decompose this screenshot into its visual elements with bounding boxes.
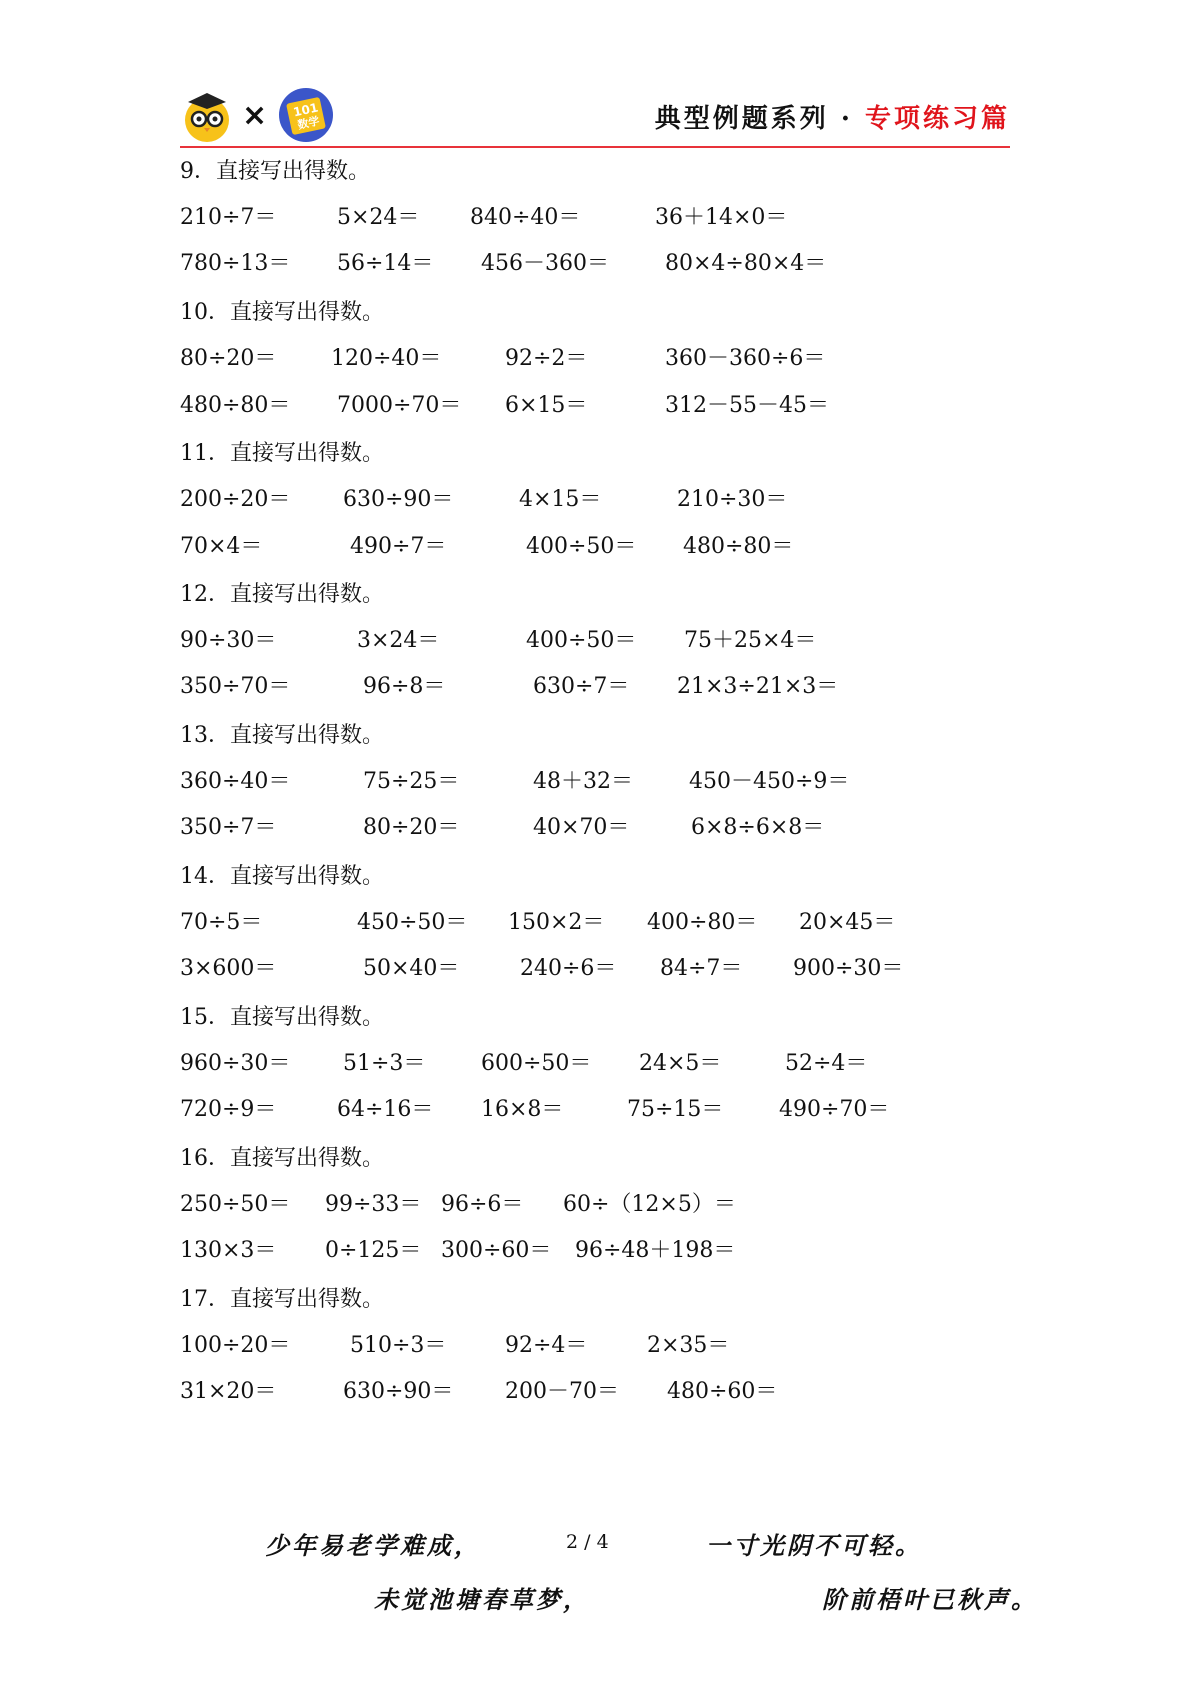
problem-16-r2-c1: 130×3＝: [180, 1238, 277, 1263]
header-logos: [180, 84, 335, 146]
problem-10-r1-c1: 80÷20＝: [180, 346, 277, 371]
problem-10-r1-c4: 360－360÷6＝: [665, 346, 826, 371]
problem-11-r1-c2: 630÷90＝: [343, 487, 454, 512]
problem-12-r2-c2: 96÷8＝: [363, 674, 446, 699]
problem-11-r1-c4: 210÷30＝: [677, 487, 788, 512]
problem-15-r2-c2: 64÷16＝: [337, 1097, 434, 1122]
problem-16-r2-c3: 300÷60＝: [441, 1238, 552, 1263]
problem-16-row-2: [180, 1233, 1010, 1265]
problem-9-r2-c4: 80×4÷80×4＝: [665, 251, 827, 276]
problem-11-r2-c4: 480÷80＝: [683, 534, 794, 559]
problem-11-r2-c2: 490÷7＝: [350, 534, 447, 559]
owl-logo-icon: [180, 88, 234, 142]
problem-14-r1-c1: 70÷5＝: [180, 910, 263, 935]
problem-11-r1-c3: 4×15＝: [519, 487, 602, 512]
page-header: [180, 84, 1010, 146]
problem-9-r2-c1: 780÷13＝: [180, 251, 291, 276]
problem-10-r2-c3: 6×15＝: [505, 393, 588, 418]
problem-16-r2-c2: 0÷125＝: [325, 1238, 422, 1263]
problem-13-r2-c2: 80÷20＝: [363, 815, 460, 840]
problem-14-r2-c3: 240÷6＝: [520, 956, 617, 981]
problem-15-r2-c3: 16×8＝: [481, 1097, 564, 1122]
problem-10-row-2: [180, 388, 1010, 420]
problem-13-r2-c1: 350÷7＝: [180, 815, 277, 840]
poem-line-1-left: 少年易老学难成，: [265, 1531, 481, 1560]
problem-17-r2-c1: 31×20＝: [180, 1379, 277, 1404]
problem-10-row-1: [180, 341, 1010, 373]
problem-15-r1-c2: 51÷3＝: [343, 1051, 426, 1076]
problem-17-r1-c1: 100÷20＝: [180, 1333, 291, 1358]
problem-9-r1-c4: 36＋14×0＝: [655, 205, 788, 230]
problem-9-r1-c3: 840÷40＝: [470, 205, 581, 230]
problem-14-r2-c2: 50×40＝: [363, 956, 460, 981]
problem-12-row-1: [180, 623, 1010, 655]
series-title-main: 典型例题系列: [654, 104, 829, 134]
problem-12-r2-c4: 21×3÷21×3＝: [677, 674, 839, 699]
poem-line-2-right: 阶前梧叶已秋声。: [822, 1585, 1038, 1614]
problem-15-title: 15．直接写出得数。: [180, 1005, 384, 1030]
problem-17-row-2: [180, 1374, 1010, 1406]
series-title-separator: ·: [840, 104, 853, 134]
problem-12-r1-c2: 3×24＝: [357, 628, 440, 653]
problem-15-r2-c1: 720÷9＝: [180, 1097, 277, 1122]
problem-13-title: 13．直接写出得数。: [180, 723, 384, 748]
problem-15-r1-c4: 24×5＝: [639, 1051, 722, 1076]
problem-10-r2-c2: 7000÷70＝: [337, 393, 462, 418]
problem-9-r1-c1: 210÷7＝: [180, 205, 277, 230]
problem-13-r1-c3: 48＋32＝: [533, 769, 633, 794]
problem-17-r2-c2: 630÷90＝: [343, 1379, 454, 1404]
problem-14-title: 14．直接写出得数。: [180, 864, 384, 889]
header-divider: [180, 146, 1010, 148]
problem-15-r2-c4: 75÷15＝: [627, 1097, 724, 1122]
problem-14-r2-c1: 3×600＝: [180, 956, 277, 981]
problem-16-row-1: [180, 1187, 1010, 1219]
poem-line-1-right: 一寸光阴不可轻。: [706, 1531, 922, 1560]
svg-text:数学: 数学: [296, 114, 321, 132]
problem-13-r2-c3: 40×70＝: [533, 815, 630, 840]
problem-15-r1-c5: 52÷4＝: [785, 1051, 868, 1076]
math-101-logo-icon: [277, 86, 335, 144]
problem-10-r2-c4: 312－55－45＝: [665, 393, 829, 418]
problem-9-r1-c2: 5×24＝: [337, 205, 420, 230]
problem-16-title: 16．直接写出得数。: [180, 1146, 384, 1171]
problem-9-title: 9．直接写出得数。: [180, 159, 370, 184]
problem-9-row-2: [180, 246, 1010, 278]
svg-text:101: 101: [292, 100, 320, 120]
problem-11-r2-c3: 400÷50＝: [526, 534, 637, 559]
problem-14-r2-c5: 900÷30＝: [793, 956, 904, 981]
problem-15-r1-c1: 960÷30＝: [180, 1051, 291, 1076]
problem-12-r1-c1: 90÷30＝: [180, 628, 277, 653]
problem-17-r1-c2: 510÷3＝: [350, 1333, 447, 1358]
problem-12-r2-c1: 350÷70＝: [180, 674, 291, 699]
problem-12-r1-c4: 75＋25×4＝: [684, 628, 817, 653]
problem-12-title: 12．直接写出得数。: [180, 582, 384, 607]
poem-line-2-left: 未觉池塘春草梦，: [374, 1585, 590, 1614]
problem-16-r1-c3: 96÷6＝: [441, 1192, 524, 1217]
series-title-accent: 专项练习篇: [864, 104, 1010, 134]
problem-9-row-1: [180, 200, 1010, 232]
times-sign: ×: [242, 97, 268, 133]
problem-9-r2-c3: 456－360＝: [481, 251, 609, 276]
problem-12-r1-c3: 400÷50＝: [526, 628, 637, 653]
problem-11-r1-c1: 200÷20＝: [180, 487, 291, 512]
problem-12-r2-c3: 630÷7＝: [533, 674, 630, 699]
problem-11-row-2: [180, 529, 1010, 561]
problem-11-row-1: [180, 482, 1010, 514]
problem-14-r1-c4: 400÷80＝: [647, 910, 758, 935]
problem-16-r1-c4: 60÷（12×5）＝: [563, 1192, 736, 1217]
problem-15-r2-c5: 490÷70＝: [779, 1097, 890, 1122]
page-number: 2 / 4: [566, 1531, 609, 1553]
problem-17-r2-c4: 480÷60＝: [667, 1379, 778, 1404]
problem-10-r1-c2: 120÷40＝: [331, 346, 442, 371]
problem-10-title: 10．直接写出得数。: [180, 300, 384, 325]
problem-15-row-1: [180, 1046, 1010, 1078]
problem-16-r1-c2: 99÷33＝: [325, 1192, 422, 1217]
series-title: [655, 98, 1010, 135]
problem-14-r1-c3: 150×2＝: [508, 910, 605, 935]
problem-14-r1-c5: 20×45＝: [799, 910, 896, 935]
problem-17-row-1: [180, 1328, 1010, 1360]
problem-15-row-2: [180, 1092, 1010, 1124]
problem-13-r2-c4: 6×8÷6×8＝: [691, 815, 825, 840]
problem-10-r2-c1: 480÷80＝: [180, 393, 291, 418]
problem-13-r1-c1: 360÷40＝: [180, 769, 291, 794]
problem-17-r1-c4: 2×35＝: [647, 1333, 730, 1358]
problem-17-r2-c3: 200－70＝: [505, 1379, 619, 1404]
problem-15-r1-c3: 600÷50＝: [481, 1051, 592, 1076]
problem-13-r1-c2: 75÷25＝: [363, 769, 460, 794]
problem-10-r1-c3: 92÷2＝: [505, 346, 588, 371]
problem-12-row-2: [180, 669, 1010, 701]
problem-14-r1-c2: 450÷50＝: [357, 910, 468, 935]
problem-11-title: 11．直接写出得数。: [180, 441, 384, 466]
problem-13-r1-c4: 450－450÷9＝: [689, 769, 850, 794]
problem-16-r1-c1: 250÷50＝: [180, 1192, 291, 1217]
problem-14-row-2: [180, 951, 1010, 983]
problem-17-r1-c3: 92÷4＝: [505, 1333, 588, 1358]
problem-14-r2-c4: 84÷7＝: [660, 956, 743, 981]
problem-9-r2-c2: 56÷14＝: [337, 251, 434, 276]
problem-13-row-2: [180, 810, 1010, 842]
problem-14-row-1: [180, 905, 1010, 937]
problem-17-title: 17．直接写出得数。: [180, 1287, 384, 1312]
problem-16-r2-c4: 96÷48＋198＝: [575, 1238, 736, 1263]
problem-11-r2-c1: 70×4＝: [180, 534, 263, 559]
problem-13-row-1: [180, 764, 1010, 796]
